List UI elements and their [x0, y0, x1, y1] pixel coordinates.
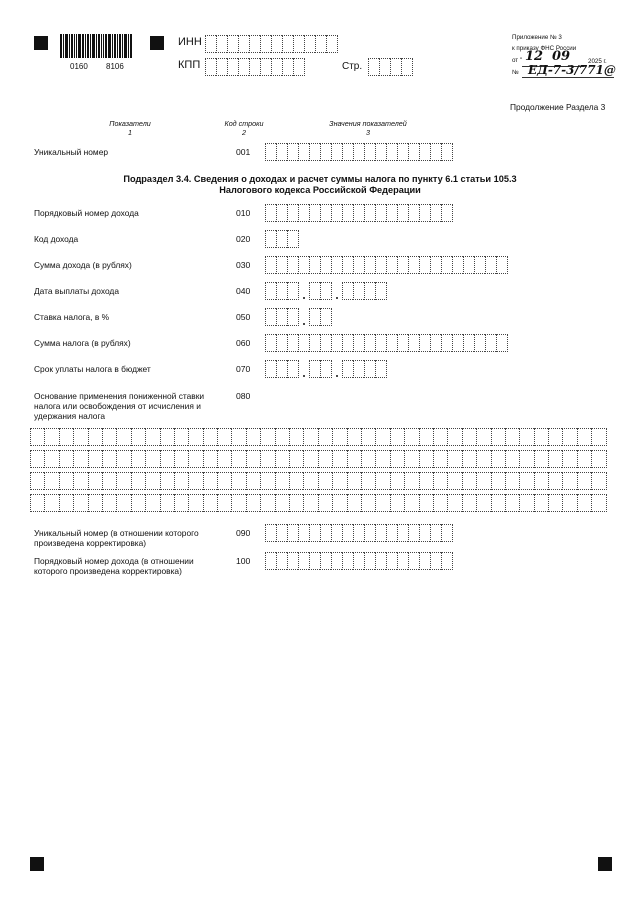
row-050-label: Ставка налога, в % — [34, 312, 110, 322]
row-060-code: 060 — [236, 338, 251, 348]
row-070-date-cells[interactable] — [265, 360, 387, 378]
row-030-label: Сумма дохода (в рублях) — [34, 260, 132, 270]
kpp-cells[interactable] — [205, 58, 305, 76]
row-100-code: 100 — [236, 556, 251, 566]
appendix-from-label: от " — [512, 57, 523, 64]
inn-label: ИНН — [178, 36, 202, 48]
barcode-number-1: 0160 — [70, 62, 88, 71]
order-day-handwritten: 12 — [525, 49, 544, 64]
kpp-label: КПП — [178, 59, 201, 71]
row-020-label: Код дохода — [34, 234, 79, 244]
row-080-label-line-2: налога или освобождения от исчисления и — [34, 401, 201, 411]
row-100-cells[interactable] — [265, 552, 453, 570]
row-090-cells[interactable] — [265, 524, 453, 542]
page-label: Стр. — [342, 61, 363, 72]
row-090-code: 090 — [236, 528, 251, 538]
row-080-code: 080 — [236, 391, 251, 401]
corner-marker-top-left — [34, 36, 48, 50]
subsection-title-line-2: Налогового кодекса Российской Федерации — [219, 185, 421, 195]
order-number-handwritten: ЕД-7-3/771@ — [528, 63, 616, 77]
page-cells[interactable] — [368, 58, 413, 76]
appendix-line-2: к приказу ФНС России — [512, 45, 577, 52]
row-080-grid-line-4[interactable] — [30, 494, 607, 512]
row-050-rate-cells[interactable] — [265, 308, 332, 326]
order-month-handwritten: 09 — [552, 49, 571, 64]
subsection-title-line-1: Подраздел 3.4. Сведения о доходах и расчет суммы налога по пункту 6.1 статьи 105.3 — [123, 174, 517, 184]
appendix-year: 2025 г. — [588, 58, 607, 65]
row-060-cells[interactable] — [265, 334, 508, 352]
corner-marker-bottom-right — [598, 857, 612, 871]
row-080-label-line-1: Основание применения пониженной ставки — [34, 391, 205, 401]
appendix-line-1: Приложение № 3 — [512, 34, 562, 41]
row-100-label-line-1: Порядковый номер дохода (в отношении — [34, 556, 194, 566]
row-020-cells[interactable] — [265, 230, 299, 248]
row-090-label-line-2: произведена корректировка) — [34, 538, 147, 548]
row-030-cells[interactable] — [265, 256, 508, 274]
row-030-code: 030 — [236, 260, 251, 270]
row-040-date-cells[interactable] — [265, 282, 387, 300]
row-010-cells[interactable] — [265, 204, 453, 222]
barcode-number-2: 8106 — [106, 62, 124, 71]
row-020-code: 020 — [236, 234, 251, 244]
inn-cells[interactable] — [205, 35, 338, 53]
column-header-indicators: Показатели 1 — [109, 119, 151, 137]
unique-number-cells[interactable] — [265, 143, 453, 161]
row-040-label: Дата выплаты дохода — [34, 286, 119, 296]
row-070-code: 070 — [236, 364, 251, 374]
row-070-label: Срок уплаты налога в бюджет — [34, 364, 151, 374]
order-number-line — [522, 77, 614, 78]
row-080-grid-line-3[interactable] — [30, 472, 607, 490]
row-050-code: 050 — [236, 312, 251, 322]
row-040-code: 040 — [236, 286, 251, 296]
row-080-label-line-3: удержания налога — [34, 411, 105, 421]
continuation-label: Продолжение Раздела 3 — [510, 102, 606, 112]
row-010-label: Порядковый номер дохода — [34, 208, 139, 218]
row-100-label-line-2: которого произведена корректировка) — [34, 566, 182, 576]
row-080-grid-line-1[interactable] — [30, 428, 607, 446]
column-header-values: Значения показателей 3 — [329, 119, 407, 137]
appendix-number-label: № — [512, 69, 519, 76]
unique-number-code: 001 — [236, 147, 251, 157]
row-060-label: Сумма налога (в рублях) — [34, 338, 131, 348]
corner-marker-bottom-left — [30, 857, 44, 871]
row-080-grid-line-2[interactable] — [30, 450, 607, 468]
corner-marker-top-middle — [150, 36, 164, 50]
row-090-label-line-1: Уникальный номер (в отношении которого — [34, 528, 199, 538]
row-010-code: 010 — [236, 208, 251, 218]
unique-number-label: Уникальный номер — [34, 147, 109, 157]
barcode — [60, 34, 132, 58]
column-header-line-code: Код строки 2 — [224, 119, 264, 137]
